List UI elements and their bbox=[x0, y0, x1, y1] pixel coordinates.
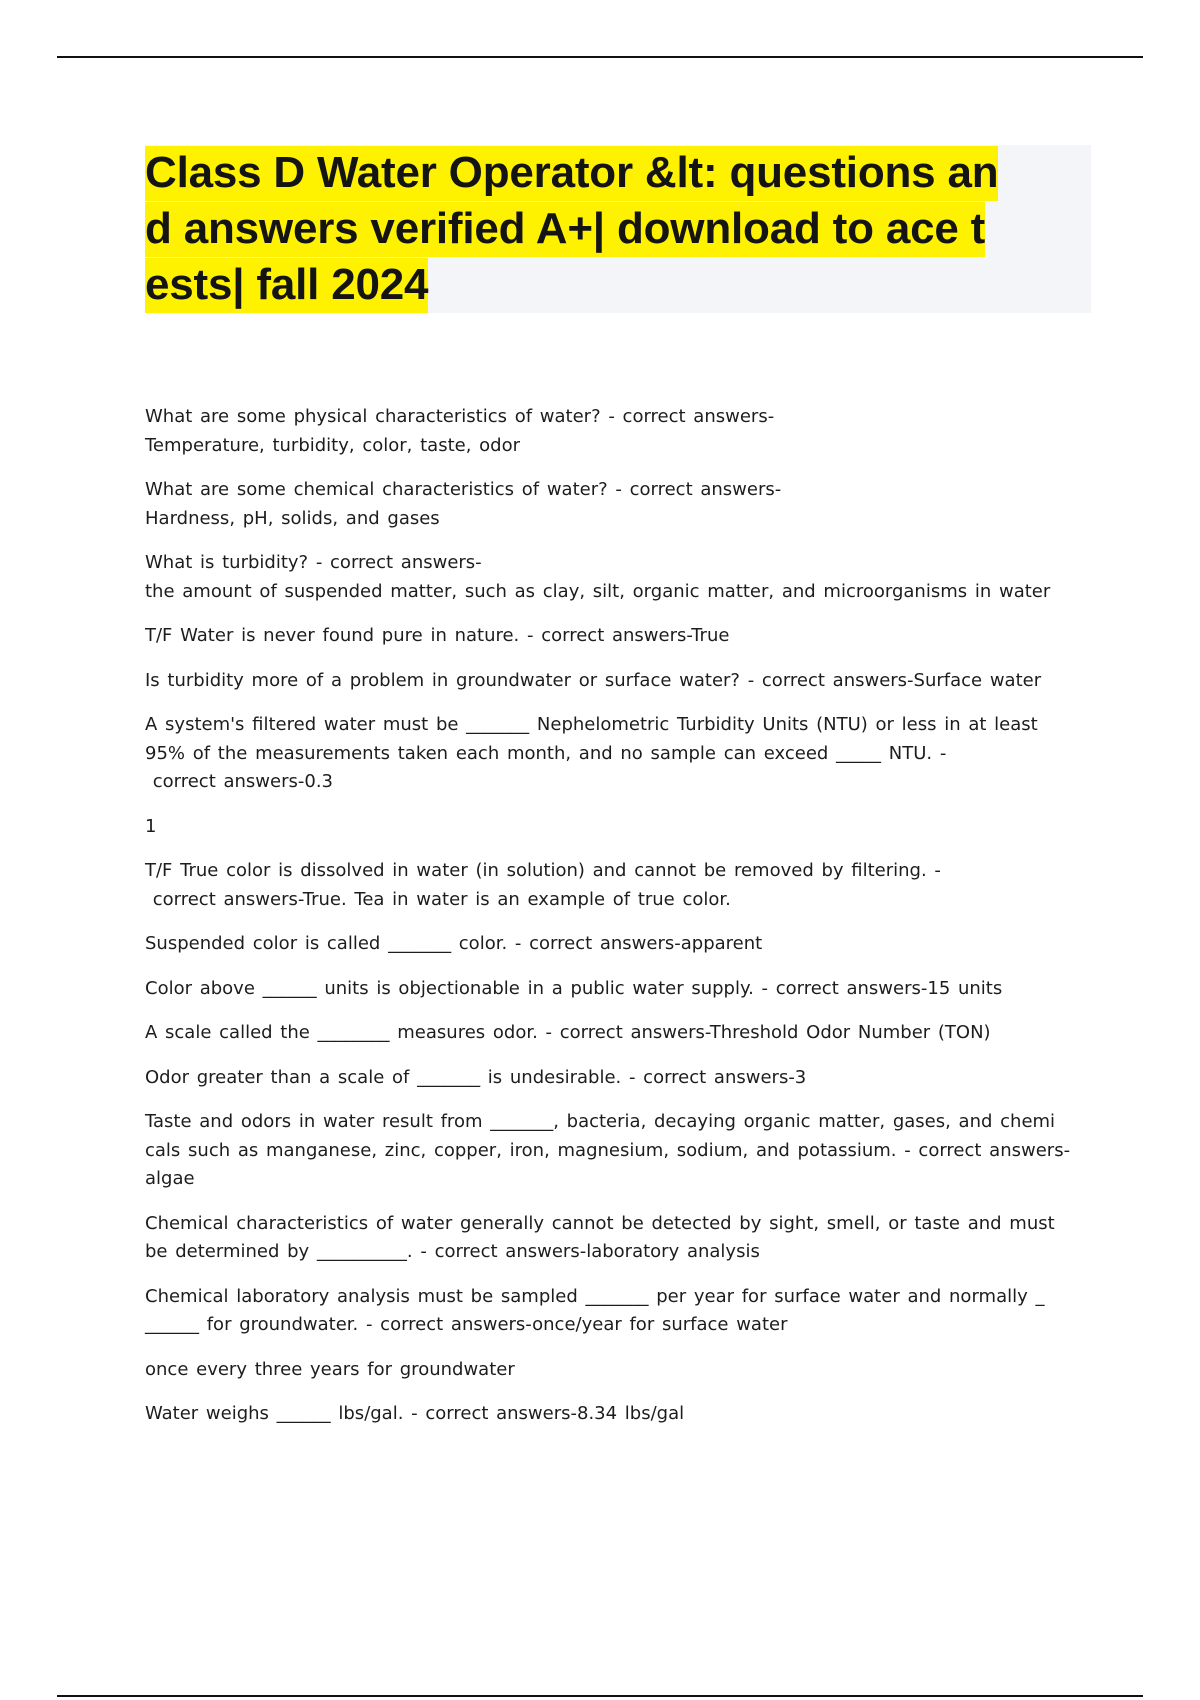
qa-item-taste-odors: Taste and odors in water result from _______, bacteria, decaying organic matter, gases, and chemi cals such as manganese, zinc, copper, iron, magnesium, sodium, and potassium. - correct answers- algae bbox=[145, 1111, 1071, 1189]
qa-item-laboratory-analysis: Chemical characteristics of water generally cannot be detected by sight, smell, or taste and must be determined by __________. - correct answers-laboratory analysis bbox=[145, 1212, 1055, 1262]
qa-item-sampling-frequency: Chemical laboratory analysis must be sampled _______ per year for surface water and normally _ ______ for groundwater. - correct answers-once/year for surface water bbox=[145, 1285, 1045, 1335]
qa-item-color-units: Color above ______ units is objectionable in a public water supply. - correct answers-15 units bbox=[145, 977, 1003, 999]
top-rule bbox=[57, 56, 1143, 58]
qa-item-water-weight: Water weighs ______ lbs/gal. - correct answers-8.34 lbs/gal bbox=[145, 1403, 685, 1424]
qa-item-water-pure: T/F Water is never found pure in nature. - correct answers-True bbox=[145, 625, 730, 646]
qa-item-chemical-characteristics: What are some chemical characteristics of water? - correct answers- Hardness, pH, solids, and gases bbox=[145, 479, 782, 529]
qa-item-number: 1 bbox=[145, 815, 157, 837]
qa-item-turbidity: What is turbidity? - correct answers- the amount of suspended matter, such as clay, silt, organic matter, and microorganisms in water bbox=[145, 552, 1051, 602]
qa-item-true-color: T/F True color is dissolved in water (in solution) and cannot be removed by filtering. - correct answers-True. Tea in water is an example of true color. bbox=[145, 860, 941, 910]
document-title bbox=[145, 145, 1091, 313]
qa-item-odor-undesirable: Odor greater than a scale of _______ is undesirable. - correct answers-3 bbox=[145, 1066, 807, 1088]
qa-item-odor-scale: A scale called the ________ measures odor. - correct answers-Threshold Odor Number (TON) bbox=[145, 1022, 991, 1043]
qa-list bbox=[145, 403, 1085, 1445]
qa-item-physical-characteristics: What are some physical characteristics of water? - correct answers- Temperature, turbidity, color, taste, odor bbox=[145, 406, 775, 456]
qa-item-suspended-color: Suspended color is called _______ color. - correct answers-apparent bbox=[145, 933, 763, 954]
title-line-1: Class D Water Operator &lt: questions an bbox=[145, 146, 998, 201]
qa-item-turbidity-problem: Is turbidity more of a problem in groundwater or surface water? - correct answers-Surface water bbox=[145, 669, 1042, 691]
qa-item-groundwater-frequency: once every three years for groundwater bbox=[145, 1358, 515, 1380]
qa-item-ntu: A system's filtered water must be _______ Nephelometric Turbidity Units (NTU) or less in at least 95% of the measurements taken each month, and no sample can exceed _____ NTU. - correct answers-0.3 bbox=[145, 714, 1038, 792]
bottom-rule bbox=[57, 1695, 1143, 1697]
title-line-2: d answers verified A+| download to ace t bbox=[145, 202, 985, 257]
title-line-3: ests| fall 2024 bbox=[145, 258, 428, 313]
title-block bbox=[145, 145, 1091, 313]
